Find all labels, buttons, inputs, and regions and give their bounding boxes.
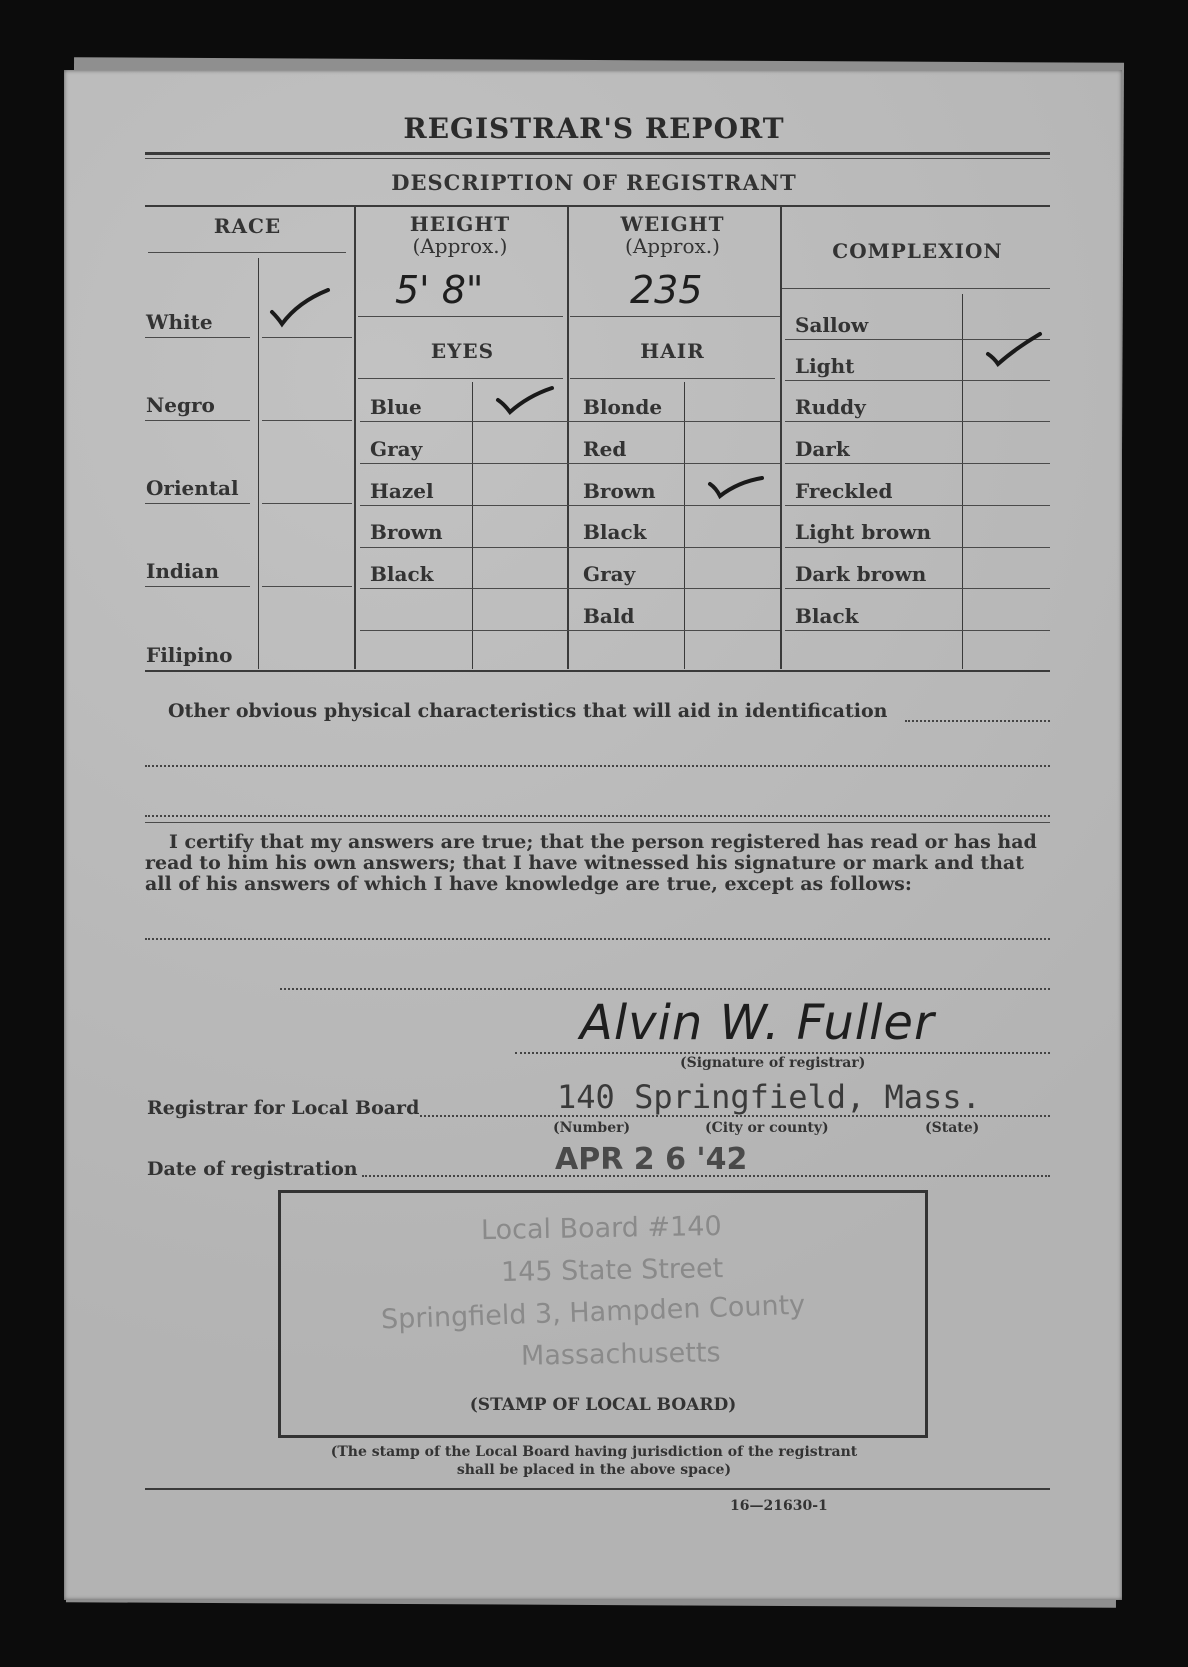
complexion-row-rule xyxy=(785,505,1050,506)
race-option-filipino: Filipino xyxy=(146,643,233,667)
stamp-note-line-1: (The stamp of the Local Board having jurisdiction of the registrant xyxy=(330,1444,858,1460)
race-header-rule xyxy=(148,252,346,253)
height-value-rule xyxy=(358,316,563,317)
hair-option-red: Red xyxy=(583,437,627,461)
complexion-row-rule xyxy=(785,547,1050,548)
eyes-option-brown: Brown xyxy=(370,520,443,544)
stamp-line-3: Springfield 3, Hampden County xyxy=(380,1289,806,1336)
complexion-row-rule xyxy=(785,463,1050,464)
race-check-rule xyxy=(262,420,352,421)
complexion-option-sallow: Sallow xyxy=(795,313,869,337)
complexion-header: COMPLEXION xyxy=(832,239,1003,263)
race-rule xyxy=(145,586,250,587)
row-rule xyxy=(360,463,780,464)
weight-header: WEIGHT xyxy=(620,212,725,236)
other-characteristics-label: Other obvious physical characteristics that will aid in identification xyxy=(168,700,888,722)
complexion-row-rule xyxy=(785,588,1050,589)
local-board-line xyxy=(420,1115,1050,1117)
complexion-option-ruddy: Ruddy xyxy=(795,395,866,419)
height-header: HEIGHT xyxy=(409,212,511,236)
other-characteristics-line-3 xyxy=(145,815,1050,817)
row-rule xyxy=(360,547,780,548)
form-number: 16—21630-1 xyxy=(730,1498,828,1514)
row-rule xyxy=(360,588,780,589)
hair-check-divider xyxy=(684,382,685,669)
complexion-option-light-brown: Light brown xyxy=(795,520,932,544)
city-caption: (City or county) xyxy=(705,1120,829,1136)
eyes-header-rule xyxy=(358,378,563,379)
title-rule-2 xyxy=(145,158,1050,159)
complexion-row-rule xyxy=(785,421,1050,422)
registration-date-value: APR 2 6 '42 xyxy=(555,1142,748,1177)
title-rule xyxy=(145,152,1050,155)
stamp-caption: (STAMP OF LOCAL BOARD) xyxy=(469,1395,737,1415)
registration-date-label: Date of registration xyxy=(147,1158,358,1180)
certification-rule xyxy=(145,822,1050,823)
eyes-option-hazel: Hazel xyxy=(370,479,434,503)
exception-line-2 xyxy=(280,988,1050,990)
hair-option-black: Black xyxy=(583,520,647,544)
stamp-line-4: Massachusetts xyxy=(520,1337,721,1372)
race-check-divider xyxy=(258,258,259,669)
stamp-line-1: Local Board #140 xyxy=(480,1210,722,1247)
race-rule xyxy=(145,337,250,338)
race-check-rule xyxy=(262,586,352,587)
hair-header-rule xyxy=(570,378,775,379)
eyes-blue-checkmark xyxy=(494,382,560,422)
registrar-signature: Alvin W. Fuller xyxy=(580,995,935,1051)
height-sub-header: (Approx.) xyxy=(412,234,508,258)
stamp-line-2: 145 State Street xyxy=(500,1253,724,1288)
eyes-header: EYES xyxy=(430,339,495,363)
weight-value: 235 xyxy=(630,268,703,312)
complexion-option-black: Black xyxy=(795,604,859,628)
hair-option-brown: Brown xyxy=(583,479,656,503)
footer-rule xyxy=(145,1488,1050,1490)
race-white-checkmark xyxy=(268,288,334,328)
complexion-option-freckled: Freckled xyxy=(795,479,893,503)
weight-value-rule xyxy=(570,316,780,317)
complexion-row-rule xyxy=(785,630,1050,631)
race-option-negro: Negro xyxy=(146,393,215,417)
other-characteristics-line xyxy=(905,720,1050,722)
form-title: REGISTRAR'S REPORT xyxy=(403,112,785,145)
local-board-value: 140 Springfield, Mass. xyxy=(557,1078,981,1116)
complexion-header-rule xyxy=(782,288,1050,289)
weight-sub-header: (Approx.) xyxy=(625,234,720,258)
local-board-label: Registrar for Local Board xyxy=(147,1097,420,1119)
row-rule xyxy=(360,421,780,422)
registration-date-line xyxy=(362,1175,1050,1177)
complexion-option-dark-brown: Dark brown xyxy=(795,562,927,586)
race-option-white: White xyxy=(146,310,213,334)
complexion-check-divider xyxy=(962,294,963,669)
signature-caption: (Signature of registrar) xyxy=(680,1055,866,1071)
complexion-light-checkmark xyxy=(984,330,1050,370)
eyes-option-black: Black xyxy=(370,562,434,586)
race-rule xyxy=(145,420,250,421)
hair-option-blonde: Blonde xyxy=(583,395,663,419)
stamp-box xyxy=(278,1190,928,1438)
hair-option-gray: Gray xyxy=(583,562,636,586)
eyes-option-gray: Gray xyxy=(370,437,423,461)
divider-height-weight xyxy=(567,207,569,669)
hair-option-bald: Bald xyxy=(583,604,635,628)
eyes-option-blue: Blue xyxy=(370,395,422,419)
eyes-check-divider xyxy=(472,382,473,669)
race-header: RACE xyxy=(213,214,282,238)
height-value: 5' 8" xyxy=(395,268,484,312)
number-caption: (Number) xyxy=(553,1120,631,1136)
hair-header: HAIR xyxy=(640,339,705,363)
race-check-rule xyxy=(262,337,352,338)
table-bottom-rule xyxy=(145,670,1050,672)
exception-line xyxy=(145,938,1050,940)
divider-race-height xyxy=(354,207,356,669)
race-option-oriental: Oriental xyxy=(146,476,239,500)
row-rule xyxy=(360,630,780,631)
signature-line xyxy=(515,1052,1050,1054)
race-option-indian: Indian xyxy=(146,559,219,583)
race-check-rule xyxy=(262,503,352,504)
certification-text: I certify that my answers are true; that the person registered has read or has had read to him his own answers; that I have witnessed his signature or mark and that all of his answers of which I have knowledge are true, except as follows: xyxy=(145,831,1037,895)
other-characteristics-line-2 xyxy=(145,765,1050,767)
stamp-note-line-2: shall be placed in the above space) xyxy=(456,1462,732,1478)
complexion-option-dark: Dark xyxy=(795,437,850,461)
divider-weight-complexion xyxy=(780,207,782,669)
complexion-option-light: Light xyxy=(795,354,855,378)
race-rule xyxy=(145,503,250,504)
state-caption: (State) xyxy=(925,1120,980,1136)
section-title: DESCRIPTION OF REGISTRANT xyxy=(391,170,797,195)
hair-brown-checkmark xyxy=(706,470,772,510)
table-top-rule xyxy=(145,205,1050,207)
complexion-row-rule xyxy=(785,380,1050,381)
